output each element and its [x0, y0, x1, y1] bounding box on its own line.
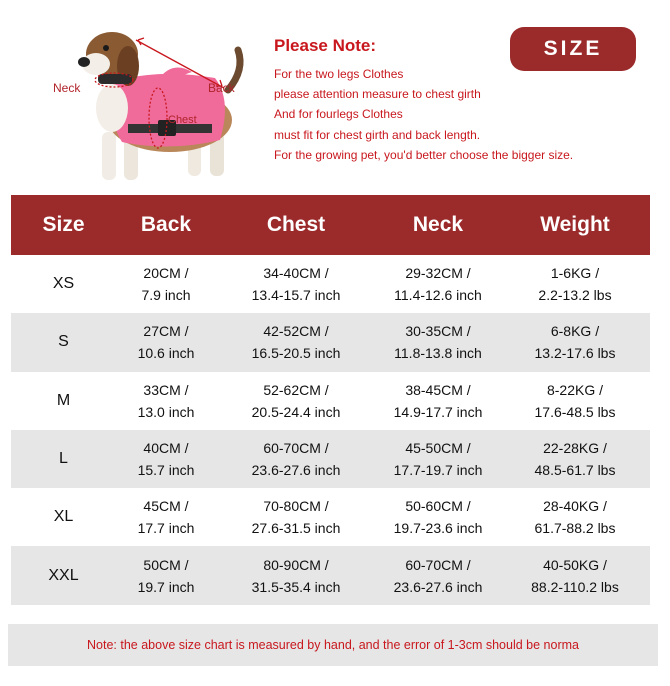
cell-weight: [500, 430, 650, 488]
cell-chest-text: [252, 437, 341, 481]
cell-chest: [216, 313, 376, 371]
header-back: Back: [140, 213, 192, 236]
cell-neck-text: [394, 495, 483, 539]
cell-chest-metric: 70-80CM /: [263, 498, 329, 515]
cell-neck: [376, 430, 500, 488]
cell-back-metric: 45CM /: [143, 498, 189, 515]
cell-weight-metric: 1-6KG /: [550, 265, 600, 282]
cell-back: [116, 372, 216, 430]
cell-weight-metric: 22-28KG /: [543, 440, 607, 457]
cell-chest: [216, 546, 376, 604]
cell-weight-metric: 28-40KG /: [543, 498, 607, 515]
note-line: For the growing pet, you'd better choose the bigger size.: [274, 147, 574, 162]
cell-back-imperial: 13.0 inch: [137, 403, 195, 420]
cell-chest-imperial: 31.5-35.4 inch: [251, 578, 341, 595]
cell-neck-text: [394, 554, 483, 598]
cell-weight-text: [535, 320, 616, 364]
cell-neck: [376, 488, 500, 546]
size-badge: SIZE: [510, 27, 636, 71]
cell-weight-text: [538, 262, 611, 306]
cell-neck-metric: 30-35CM /: [405, 323, 471, 340]
cell-neck-metric: 38-45CM /: [405, 381, 471, 398]
cell-chest-imperial: 20.5-24.4 inch: [251, 403, 341, 420]
cell-neck: [376, 313, 500, 371]
cell-neck-metric: 50-60CM /: [405, 498, 471, 515]
cell-chest: [216, 372, 376, 430]
table-header-row: [11, 195, 650, 255]
cell-back: [116, 488, 216, 546]
cell-neck-imperial: 23.6-27.6 inch: [393, 578, 483, 595]
cell-chest-imperial: 13.4-15.7 inch: [251, 287, 341, 304]
header-size: Size: [42, 213, 85, 236]
cell-back-text: [141, 262, 190, 306]
cell-back-imperial: 19.7 inch: [137, 578, 195, 595]
cell-back-text: [138, 554, 195, 598]
cell-size: S: [58, 333, 69, 351]
cell-weight-metric: 40-50KG /: [543, 556, 607, 573]
cell-neck-text: [394, 379, 483, 423]
cell-weight-text: [535, 379, 616, 423]
cell-back-metric: 27CM /: [143, 323, 189, 340]
cell-back-text: [138, 437, 195, 481]
cell-chest-text: [252, 379, 341, 423]
header-weight: Weight: [540, 213, 610, 236]
cell-chest-metric: 42-52CM /: [263, 323, 329, 340]
back-label: Back: [208, 81, 235, 95]
cell-chest-metric: 60-70CM /: [263, 440, 329, 457]
cell-weight: [500, 488, 650, 546]
cell-back: [116, 313, 216, 371]
cell-back-metric: 40CM /: [143, 440, 189, 457]
cell-chest-text: [252, 320, 341, 364]
cell-neck-metric: 60-70CM /: [405, 556, 471, 573]
cell-weight-text: [531, 554, 619, 598]
cell-back-imperial: 15.7 inch: [137, 462, 195, 479]
note-title: Please Note:: [274, 36, 377, 55]
cell-chest-text: [252, 495, 341, 539]
cell-weight-text: [535, 495, 616, 539]
cell-size: XS: [52, 275, 75, 293]
table-body: [11, 255, 650, 605]
cell-neck-text: [394, 437, 483, 481]
cell-neck-imperial: 19.7-23.6 inch: [393, 520, 483, 537]
cell-chest-metric: 34-40CM /: [263, 265, 329, 282]
cell-back-text: [138, 379, 195, 423]
cell-weight-imperial: 13.2-17.6 lbs: [534, 345, 616, 362]
header-neck: Neck: [412, 213, 464, 236]
cell-chest-text: [252, 554, 341, 598]
cell-chest-imperial: 16.5-20.5 inch: [251, 345, 341, 362]
cell-neck-imperial: 17.7-19.7 inch: [393, 462, 483, 479]
cell-back-metric: 20CM /: [143, 265, 189, 282]
table-row: [11, 372, 650, 430]
dog-measurement-illustration: [40, 20, 260, 195]
table-row: [11, 488, 650, 546]
header-chest: Chest: [266, 213, 326, 236]
cell-back-imperial: 10.6 inch: [137, 345, 195, 362]
cell-back-text: [138, 495, 195, 539]
cell-chest-text: [252, 262, 341, 306]
cell-weight-imperial: 61.7-88.2 lbs: [534, 520, 616, 537]
cell-neck-imperial: 11.4-12.6 inch: [394, 287, 482, 304]
cell-size: L: [59, 450, 68, 468]
cell-weight-metric: 8-22KG /: [546, 381, 603, 398]
cell-neck-metric: 29-32CM /: [405, 265, 471, 282]
cell-chest-metric: 80-90CM /: [263, 556, 329, 573]
cell-neck-text: [394, 320, 482, 364]
table-row: [11, 255, 650, 313]
cell-weight: [500, 372, 650, 430]
cell-neck: [376, 255, 500, 313]
dog-drawing: [40, 20, 260, 195]
cell-chest-metric: 52-62CM /: [263, 381, 329, 398]
cell-size: XL: [53, 508, 74, 526]
cell-back-metric: 50CM /: [143, 556, 189, 573]
cell-weight-text: [535, 437, 616, 481]
cell-chest-imperial: 27.6-31.5 inch: [251, 520, 341, 537]
note-line: For the two legs Clothes: [274, 67, 404, 81]
cell-size: M: [56, 391, 71, 409]
cell-weight: [500, 255, 650, 313]
footer-note: Note: the above size chart is measured by hand, and the error of 1-3cm should be norma: [8, 624, 658, 666]
cell-chest-imperial: 23.6-27.6 inch: [251, 462, 341, 479]
table-row: [11, 546, 650, 604]
cell-neck: [376, 546, 500, 604]
table-row: [11, 430, 650, 488]
chest-label: Chest: [168, 114, 197, 126]
cell-size: XXL: [48, 566, 79, 584]
cell-back-imperial: 7.9 inch: [141, 287, 191, 304]
cell-weight-metric: 6-8KG /: [550, 323, 600, 340]
cell-back: [116, 255, 216, 313]
cell-back-text: [138, 320, 195, 364]
cell-chest: [216, 488, 376, 546]
cell-weight-imperial: 88.2-110.2 lbs: [531, 578, 619, 595]
cell-chest: [216, 255, 376, 313]
table-row: [11, 313, 650, 371]
cell-weight-imperial: 17.6-48.5 lbs: [534, 403, 616, 420]
note-line: And for fourlegs Clothes: [274, 107, 403, 122]
cell-neck-metric: 45-50CM /: [405, 440, 471, 457]
cell-back-metric: 33CM /: [143, 381, 189, 398]
size-chart-table: [11, 195, 650, 605]
cell-neck-text: [394, 262, 482, 306]
cell-weight: [500, 313, 650, 371]
cell-weight: [500, 546, 650, 604]
cell-weight-imperial: 48.5-61.7 lbs: [534, 462, 616, 479]
cell-neck: [376, 372, 500, 430]
cell-back: [116, 430, 216, 488]
cell-neck-imperial: 11.8-13.8 inch: [394, 345, 482, 362]
cell-back: [116, 546, 216, 604]
cell-weight-imperial: 2.2-13.2 lbs: [538, 287, 612, 304]
neck-label: Neck: [53, 81, 81, 95]
cell-neck-imperial: 14.9-17.7 inch: [393, 403, 483, 420]
note-lines: [274, 64, 573, 165]
cell-back-imperial: 17.7 inch: [137, 520, 195, 537]
note-line: must fit for chest girth and back length.: [274, 127, 481, 142]
note-line: please attention measure to chest girth: [274, 87, 481, 102]
cell-chest: [216, 430, 376, 488]
